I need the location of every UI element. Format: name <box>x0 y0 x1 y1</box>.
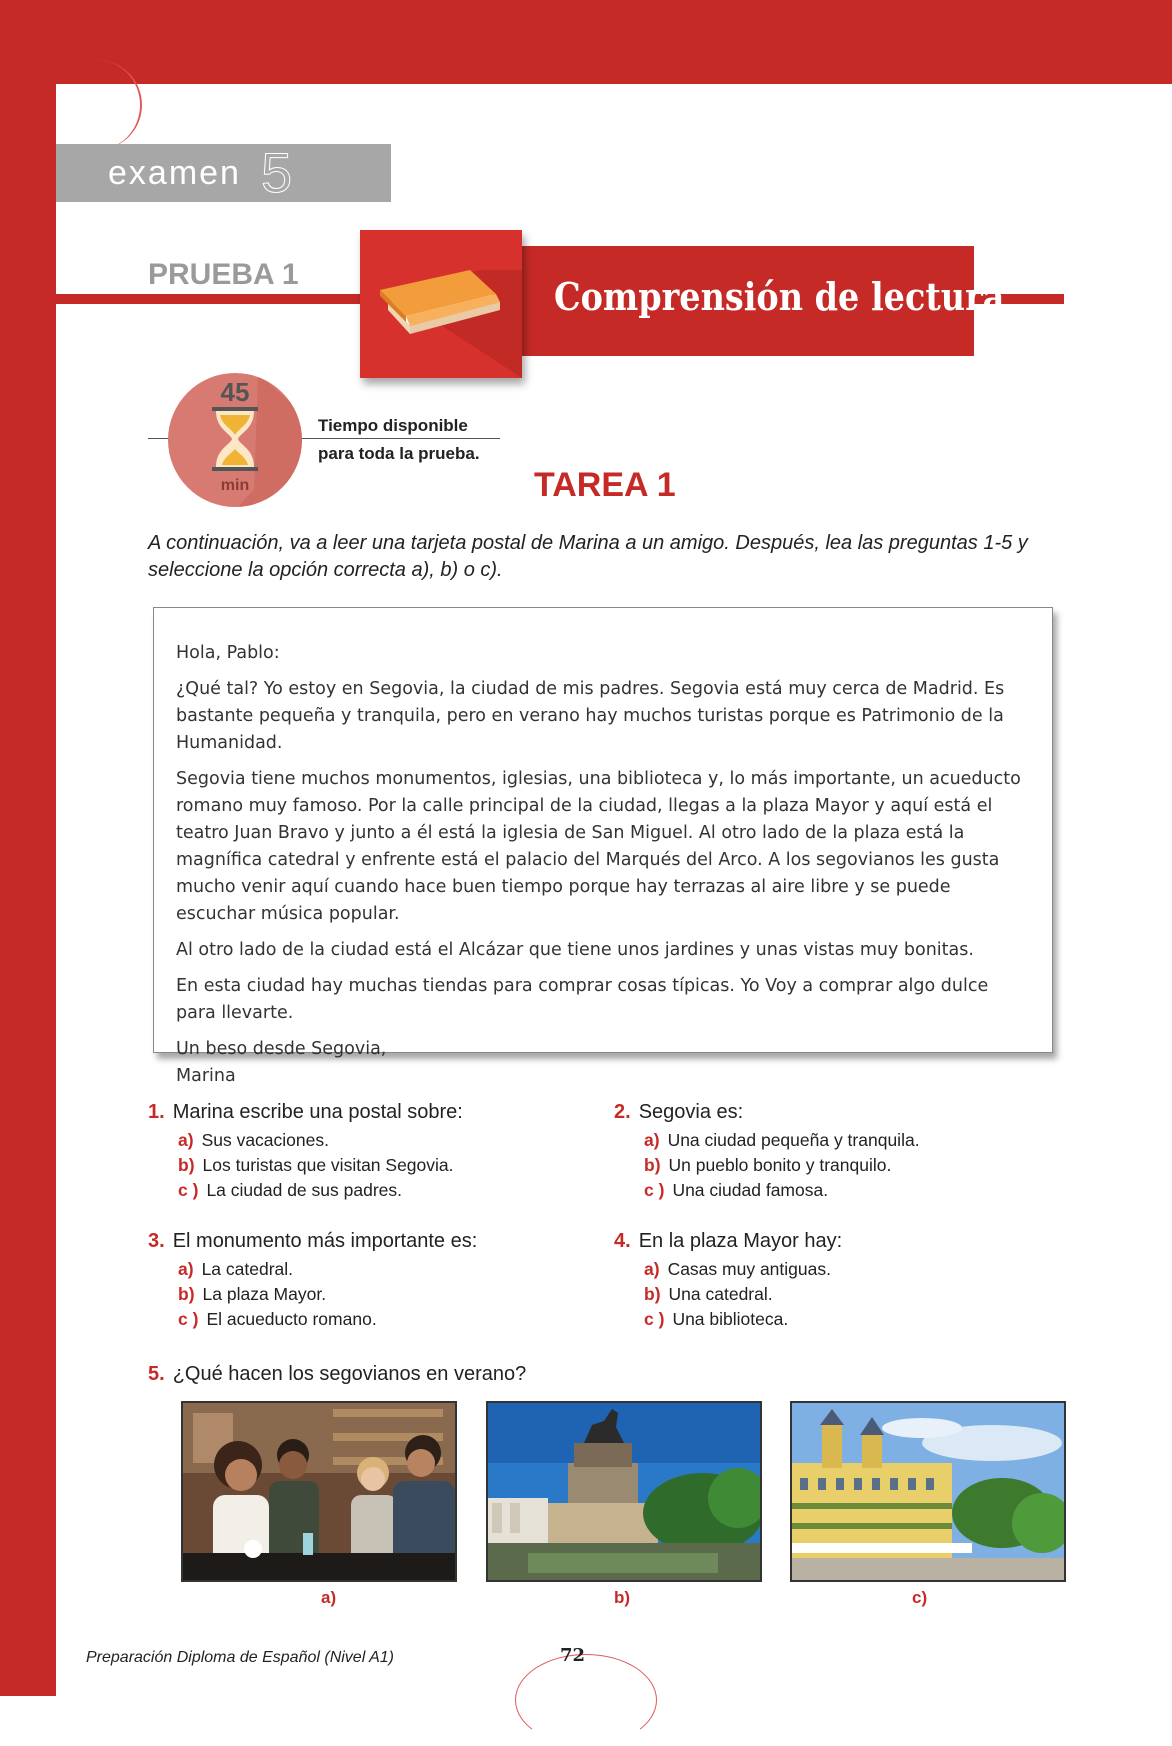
option-c[interactable]: c ) La ciudad de sus padres. <box>178 1180 402 1200</box>
question-number: 4. <box>614 1230 631 1252</box>
timer-badge <box>168 373 302 507</box>
exam-number: 5 <box>260 141 293 204</box>
question-text: Segovia es: <box>638 1101 744 1123</box>
option-b[interactable]: b) Un pueblo bonito y tranquilo. <box>644 1155 892 1175</box>
photo-option-b[interactable] <box>486 1401 762 1582</box>
timer-unit: min <box>220 477 250 494</box>
book-icon <box>360 230 522 378</box>
photo-label-b: b) <box>614 1588 631 1607</box>
option-b[interactable]: b) Los turistas que visitan Segovia. <box>178 1155 454 1175</box>
postcard-paragraph: Al otro lado de la ciudad está el Alcázar que tiene unos jardines y unas vistas muy bonitas. <box>176 940 974 960</box>
option-a[interactable]: a) Una ciudad pequeña y tranquila. <box>644 1130 920 1150</box>
left-band <box>0 0 56 1696</box>
photo-label-a: a) <box>321 1588 337 1607</box>
timer-minutes: 45 <box>220 377 250 407</box>
photo-label-c: c) <box>912 1588 928 1607</box>
postcard-paragraph: ¿Qué tal? Yo estoy en Segovia, la ciudad de mis padres. Segovia está muy cerca de Madrid. Es bastante pequeña y tranquila, pero en verano hay muchos turistas porque es Patrimonio de la Humanidad. <box>176 679 1005 753</box>
postcard-paragraph: Segovia tiene muchos monumentos, iglesias, una biblioteca y, lo más importante, un acueducto romano muy famoso. Por la calle principal de la ciudad, llegas a la plaza Mayor y aquí está el teatro Juan Bravo y junto a él está la iglesia de San Miguel. Al otro lado de la plaza está la magnífica catedral y enfrente está el palacio del Marqués del Arco. A los segovianos les gusta mucho venir aquí cuando hace buen tiempo porque hay terrazas al aire libre y se puede escuchar música popular. <box>176 769 1021 924</box>
timer-note <box>318 412 480 468</box>
option-c[interactable]: c ) Una ciudad famosa. <box>644 1180 829 1200</box>
option-a[interactable]: a) Casas muy antiguas. <box>644 1259 831 1279</box>
exam-tab <box>56 141 391 204</box>
option-a[interactable]: a) Sus vacaciones. <box>178 1130 329 1150</box>
page-number-arc <box>515 1654 657 1746</box>
postcard-greeting: Hola, Pablo: <box>176 643 280 663</box>
footer-book-title: Preparación Diploma de Español (Nivel A1) <box>86 1649 394 1666</box>
question-text: ¿Qué hacen los segovianos en verano? <box>172 1363 527 1385</box>
option-b[interactable]: b) La plaza Mayor. <box>178 1284 327 1304</box>
task-heading: TAREA 1 <box>534 466 676 504</box>
question-4 <box>614 1226 842 1332</box>
option-a[interactable]: a) La catedral. <box>178 1259 294 1279</box>
question-1 <box>148 1097 463 1203</box>
question-text: En la plaza Mayor hay: <box>638 1230 843 1252</box>
postcard-closing: Un beso desde Segovia, <box>176 1039 387 1059</box>
photo-option-a[interactable] <box>181 1401 457 1582</box>
exam-word: examen <box>108 153 241 192</box>
timer-note-line1: Tiempo disponible <box>318 416 468 435</box>
top-band <box>0 0 1172 84</box>
question-5 <box>148 1359 526 1390</box>
question-text: Marina escribe una postal sobre: <box>172 1101 463 1123</box>
question-3 <box>148 1226 477 1332</box>
section-title: Comprensión de lectura <box>554 274 1005 319</box>
postcard-paragraph: En esta ciudad hay muchas tiendas para comprar cosas típicas. Yo Voy a comprar algo dulce para llevarte. <box>176 976 989 1023</box>
question-number: 2. <box>614 1101 631 1123</box>
photo-option-c[interactable] <box>790 1401 1066 1582</box>
option-c[interactable]: c ) El acueducto romano. <box>178 1309 377 1329</box>
postcard-signature: Marina <box>176 1066 236 1086</box>
question-number: 5. <box>148 1363 165 1385</box>
option-b[interactable]: b) Una catedral. <box>644 1284 773 1304</box>
question-text: El monumento más importante es: <box>172 1230 478 1252</box>
question-2 <box>614 1097 920 1203</box>
question-number: 3. <box>148 1230 165 1252</box>
page-number: 72 <box>560 1645 586 1666</box>
task-instructions: A continuación, va a leer una tarjeta postal de Marina a un amigo. Después, lea las preguntas 1-5 y seleccione la opción correcta a), b) o c). <box>148 532 1028 581</box>
question-number: 1. <box>148 1101 165 1123</box>
postcard <box>153 607 1053 1086</box>
prueba-label: PRUEBA 1 <box>148 258 299 291</box>
option-c[interactable]: c ) Una biblioteca. <box>644 1309 789 1329</box>
timer-note-line2: para toda la prueba. <box>318 444 480 463</box>
